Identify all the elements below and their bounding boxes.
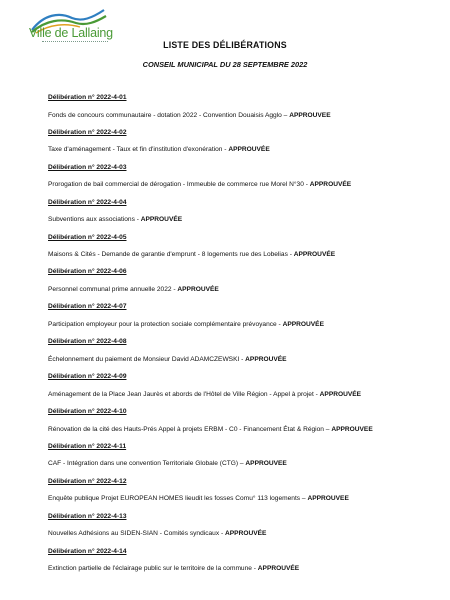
deliberation-text xyxy=(48,425,428,434)
deliberation-description: Aménagement de la Place Jean Jaurès et abords de l'Hôtel de Ville Région - Appel à projet - xyxy=(48,390,320,398)
deliberation-description: Prorogation de bail commercial de dérogation - Immeuble de commerce rue Morel N°30 - xyxy=(48,181,310,189)
list-item xyxy=(48,163,428,198)
deliberation-description: Échelonnement du paiement de Monsieur David ADAMCZEWSKI - xyxy=(48,355,246,363)
page-title: LISTE DES DÉLIBÉRATIONS xyxy=(163,40,287,50)
deliberation-text xyxy=(48,494,428,503)
deliberation-heading: Délibération n° 2022-4-04 xyxy=(48,198,127,206)
status-badge: APPROUVÉE xyxy=(245,355,287,363)
deliberation-description: Rénovation de la cité des Hauts-Prés Appel à projets ERBM - C0 - Financement État & Région – xyxy=(48,425,332,433)
status-badge: APPROUVEE xyxy=(245,460,287,468)
deliberation-text xyxy=(48,250,428,259)
list-item xyxy=(48,372,428,407)
deliberation-heading: Délibération n° 2022-4-14 xyxy=(48,547,127,555)
deliberation-heading: Délibération n° 2022-4-13 xyxy=(48,512,127,520)
deliberation-text xyxy=(48,145,428,154)
deliberation-text xyxy=(48,529,428,538)
list-item xyxy=(48,302,428,337)
deliberation-heading: Délibération n° 2022-4-11 xyxy=(48,442,127,450)
list-item xyxy=(48,337,428,372)
deliberation-heading: Délibération n° 2022-4-12 xyxy=(48,477,127,485)
deliberation-heading: Délibération n° 2022-4-09 xyxy=(48,373,127,381)
deliberation-heading: Délibération n° 2022-4-05 xyxy=(48,233,127,241)
deliberation-heading: Délibération n° 2022-4-07 xyxy=(48,303,127,311)
list-item xyxy=(48,407,428,442)
deliberation-description: Maisons & Cités - Demande de garantie d'emprunt - 8 logements rue des Lobelias - xyxy=(48,251,294,259)
deliberation-description: Enquête publique Projet EUROPEAN HOMES lieudit les fosses Comu° 113 logements – xyxy=(48,495,308,503)
deliberation-description: Personnel communal prime annuelle 2022 - xyxy=(48,285,178,293)
status-badge: APPROUVEE xyxy=(289,111,331,119)
deliberation-text xyxy=(48,564,428,573)
list-item xyxy=(48,233,428,268)
deliberation-description: Subventions aux associations - xyxy=(48,216,141,224)
deliberation-description: Nouvelles Adhésions au SIDEN-SIAN - Comités syndicaux - xyxy=(48,530,226,538)
deliberation-text xyxy=(48,459,428,468)
deliberation-heading: Délibération n° 2022-4-03 xyxy=(48,163,127,171)
list-item xyxy=(48,512,428,547)
status-badge: APPROUVÉE xyxy=(140,216,183,224)
status-badge: APPROUVÉE xyxy=(228,146,270,154)
status-badge: APPROUVÉE xyxy=(177,285,219,293)
deliberation-heading: Délibération n° 2022-4-08 xyxy=(48,338,127,346)
deliberation-description: Fonds de concours communautaire - dotation 2022 - Convention Douaisis Agglo – xyxy=(48,111,290,119)
deliberation-text xyxy=(48,180,428,189)
status-badge: APPROUVÉE xyxy=(257,565,300,573)
list-item xyxy=(48,198,428,233)
status-badge: APPROUVÉE xyxy=(282,320,324,328)
status-badge: APPROUVÉE xyxy=(319,390,362,398)
list-item xyxy=(48,128,428,163)
deliberation-description: Taxe d'aménagement - Taux et fin d'institution d'exonération - xyxy=(48,146,229,154)
deliberation-text xyxy=(48,215,428,224)
status-badge: APPROUVÉE xyxy=(293,251,336,259)
deliberation-description: CAF - Intégration dans une convention Territoriale Globale (CTG) – xyxy=(48,460,246,468)
deliberation-heading: Délibération n° 2022-4-02 xyxy=(48,128,127,136)
deliberation-heading: Délibération n° 2022-4-10 xyxy=(48,408,127,416)
list-item xyxy=(48,267,428,302)
page-subtitle: CONSEIL MUNICIPAL DU 28 SEPTEMBRE 2022 xyxy=(142,60,308,69)
status-badge: APPROUVÉE xyxy=(309,181,352,189)
list-item xyxy=(48,93,428,128)
list-item xyxy=(48,547,428,582)
deliberation-heading: Délibération n° 2022-4-06 xyxy=(48,268,127,276)
list-item xyxy=(48,477,428,512)
status-badge: APPROUVEE xyxy=(331,425,373,433)
status-badge: APPROUVEE xyxy=(307,495,349,503)
logo-text: Ville de Lallaing xyxy=(29,26,113,40)
deliberation-text xyxy=(48,320,428,329)
status-badge: APPROUVÉE xyxy=(225,530,267,538)
deliberations-list xyxy=(48,93,428,581)
deliberation-description: Extinction partielle de l'éclairage public sur le territoire de la commune - xyxy=(48,565,258,573)
deliberation-text xyxy=(48,111,428,120)
list-item xyxy=(48,442,428,477)
deliberation-description: Participation employeur pour la protection sociale complémentaire prévoyance - xyxy=(48,320,283,328)
deliberation-text xyxy=(48,285,428,294)
deliberation-text xyxy=(48,355,428,364)
deliberation-text xyxy=(48,390,428,399)
deliberation-heading: Délibération n° 2022-4-01 xyxy=(48,94,127,101)
